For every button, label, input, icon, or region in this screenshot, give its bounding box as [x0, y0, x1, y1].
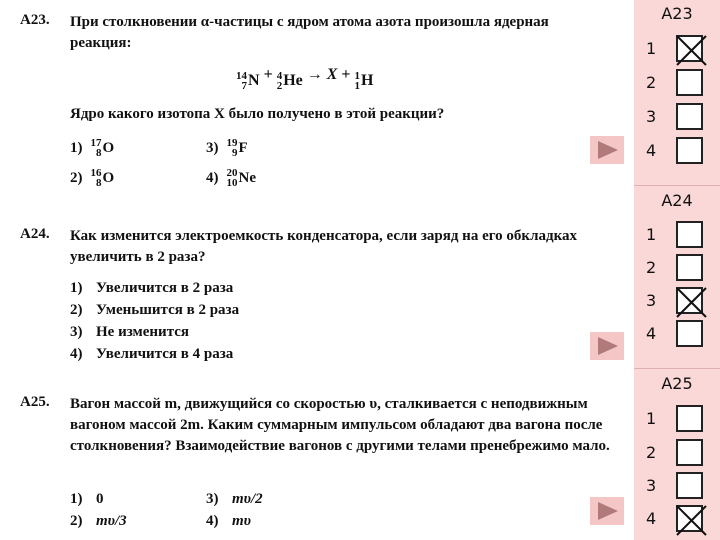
checkbox[interactable]: [676, 103, 703, 130]
answer-a23-2[interactable]: 2: [646, 69, 716, 97]
checkbox[interactable]: [676, 472, 703, 499]
option-2[interactable]: 2) 16 8 O: [70, 167, 115, 189]
cross-icon: [675, 286, 708, 319]
answer-a23-1[interactable]: 1: [646, 35, 716, 63]
checkbox[interactable]: [676, 287, 703, 314]
option-1[interactable]: 1) Увеличится в 2 раза: [70, 280, 234, 296]
panel-title-a25: A25: [661, 374, 693, 393]
answer-a25-4[interactable]: 4: [646, 505, 716, 533]
checkbox[interactable]: [676, 320, 703, 347]
checkbox[interactable]: [676, 221, 703, 248]
answer-a24-4[interactable]: 4: [646, 320, 716, 348]
cross-icon: [675, 504, 708, 537]
checkbox[interactable]: [676, 35, 703, 62]
answer-a25-1[interactable]: 1: [646, 405, 716, 433]
answer-a23-4[interactable]: 4: [646, 137, 716, 165]
checkbox[interactable]: [676, 69, 703, 96]
answer-a25-2[interactable]: 2: [646, 439, 716, 467]
question-subtext: Ядро какого изотопа X было получено в этой реакции?: [70, 106, 445, 122]
option-3[interactable]: 3) 19 9 F: [206, 137, 248, 159]
question-number: A23.: [20, 12, 50, 28]
play-button[interactable]: [590, 332, 624, 360]
question-text: Как изменится электроемкость конденсатора, если заряд на его обкладках увеличить в 2 раза?: [70, 228, 577, 265]
panel-divider: [634, 368, 720, 369]
reaction-equation: 14 7 N + 4 2 He → X + 1 1 H: [236, 66, 374, 92]
option-4[interactable]: 4) Увеличится в 4 раза: [70, 346, 234, 362]
option-1[interactable]: 1) 17 8 O: [70, 137, 115, 159]
answer-a24-2[interactable]: 2: [646, 254, 716, 282]
answer-a23-3[interactable]: 3: [646, 103, 716, 131]
answer-panel: [634, 0, 720, 540]
cross-icon: [675, 34, 708, 67]
play-button[interactable]: [590, 497, 624, 525]
panel-divider: [634, 185, 720, 186]
answer-a24-3[interactable]: 3: [646, 287, 716, 315]
panel-title-a23: A23: [661, 4, 693, 23]
play-icon: [590, 136, 624, 164]
checkbox[interactable]: [676, 405, 703, 432]
question-text: При столкновении α-частицы с ядром атома азота произошла ядерная реакция:: [70, 14, 549, 51]
option-2[interactable]: 2) Уменьшится в 2 раза: [70, 302, 240, 318]
checkbox[interactable]: [676, 137, 703, 164]
option-4[interactable]: 4) 20 10 Ne: [206, 167, 256, 189]
question-number: A24.: [20, 226, 50, 242]
checkbox[interactable]: [676, 254, 703, 281]
option-2[interactable]: 2) mυ/3: [70, 513, 127, 529]
play-icon: [590, 332, 624, 360]
checkbox[interactable]: [676, 439, 703, 466]
checkbox[interactable]: [676, 505, 703, 532]
option-4[interactable]: 4) mυ: [206, 513, 252, 529]
play-icon: [590, 497, 624, 525]
option-3[interactable]: 3) mυ/2: [206, 491, 263, 507]
answer-a24-1[interactable]: 1: [646, 221, 716, 249]
option-1[interactable]: 1) 0: [70, 491, 104, 507]
question-number: A25.: [20, 394, 50, 410]
option-3[interactable]: 3) Не изменится: [70, 324, 190, 340]
answer-a25-3[interactable]: 3: [646, 472, 716, 500]
panel-title-a24: A24: [661, 191, 693, 210]
play-button[interactable]: [590, 136, 624, 164]
question-text: Вагон массой m, движущийся со скоростью υ, сталкивается с неподвижным вагоном массой 2m. Каким суммарным импульсом обладают два вагона после столкновения? Взаимодействие вагонов с другими телами пренебрежимо мало.: [70, 396, 610, 454]
